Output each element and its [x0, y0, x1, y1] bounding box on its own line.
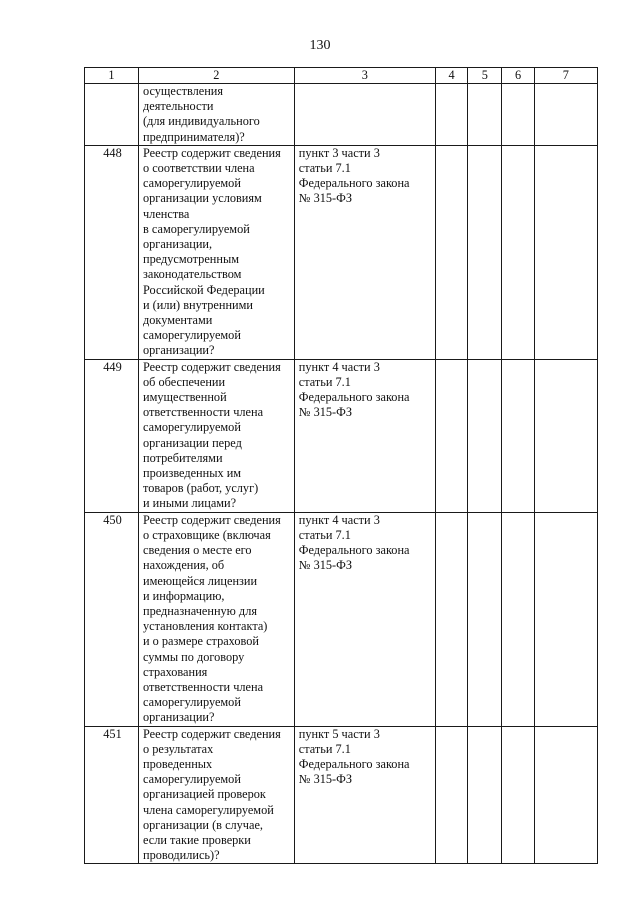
table-row [85, 359, 598, 512]
row-number: 448 [85, 145, 139, 359]
note-cell [534, 726, 597, 864]
answer-cell-na [502, 145, 534, 359]
note-cell [534, 84, 597, 146]
table-row [85, 84, 598, 146]
header-col-2: 2 [139, 68, 295, 84]
checklist-table [84, 67, 598, 864]
answer-cell-no [468, 726, 502, 864]
reference-cell: пункт 4 части 3 статьи 7.1 Федерального закона № 315-ФЗ [294, 512, 435, 726]
question-cell: Реестр содержит сведения об обеспечении имущественной ответственности члена саморегулируемой организации перед потребителями произведенных им товаров (работ, услуг) и иными лицами? [139, 359, 295, 512]
row-number: 449 [85, 359, 139, 512]
answer-cell-na [502, 359, 534, 512]
header-col-4: 4 [435, 68, 467, 84]
page-number: 130 [309, 38, 331, 53]
reference-cell: пункт 4 части 3 статьи 7.1 Федерального закона № 315-ФЗ [294, 359, 435, 512]
table-row [85, 512, 598, 726]
answer-cell-no [468, 145, 502, 359]
answer-cell-yes [435, 726, 467, 864]
header-col-3: 3 [294, 68, 435, 84]
reference-cell [294, 84, 435, 146]
answer-cell-yes [435, 84, 467, 146]
answer-cell-no [468, 512, 502, 726]
note-cell [534, 512, 597, 726]
question-cell: Реестр содержит сведения о соответствии члена саморегулируемой организации условиям членства в саморегулируемой организации, предусмотренным законодательством Российской Федерации и (или) внутренними документами саморегулируемой организации? [139, 145, 295, 359]
answer-cell-na [502, 726, 534, 864]
table-row [85, 726, 598, 864]
answer-cell-no [468, 359, 502, 512]
header-col-7: 7 [534, 68, 597, 84]
answer-cell-yes [435, 359, 467, 512]
header-col-5: 5 [468, 68, 502, 84]
row-number: 451 [85, 726, 139, 864]
row-number [85, 84, 139, 146]
table-row [85, 145, 598, 359]
table-header [85, 68, 598, 84]
question-cell: осуществления деятельности (для индивидуального предпринимателя)? [139, 84, 295, 146]
question-cell: Реестр содержит сведения о результатах проведенных саморегулируемой организацией проверок члена саморегулируемой организации (в случае, если такие проверки проводились)? [139, 726, 295, 864]
reference-cell: пункт 5 части 3 статьи 7.1 Федерального закона № 315-ФЗ [294, 726, 435, 864]
answer-cell-yes [435, 512, 467, 726]
note-cell [534, 145, 597, 359]
header-col-6: 6 [502, 68, 534, 84]
answer-cell-no [468, 84, 502, 146]
reference-cell: пункт 3 части 3 статьи 7.1 Федерального закона № 315-ФЗ [294, 145, 435, 359]
table-body [85, 84, 598, 864]
answer-cell-na [502, 84, 534, 146]
header-row [85, 68, 598, 84]
answer-cell-na [502, 512, 534, 726]
answer-cell-yes [435, 145, 467, 359]
question-cell: Реестр содержит сведения о страховщике (включая сведения о месте его нахождения, об имеющейся лицензии и информацию, предназначенную для установления контакта) и о размере страховой суммы по договору страхования ответственности члена саморегулируемой организации? [139, 512, 295, 726]
header-col-1: 1 [85, 68, 139, 84]
note-cell [534, 359, 597, 512]
row-number: 450 [85, 512, 139, 726]
